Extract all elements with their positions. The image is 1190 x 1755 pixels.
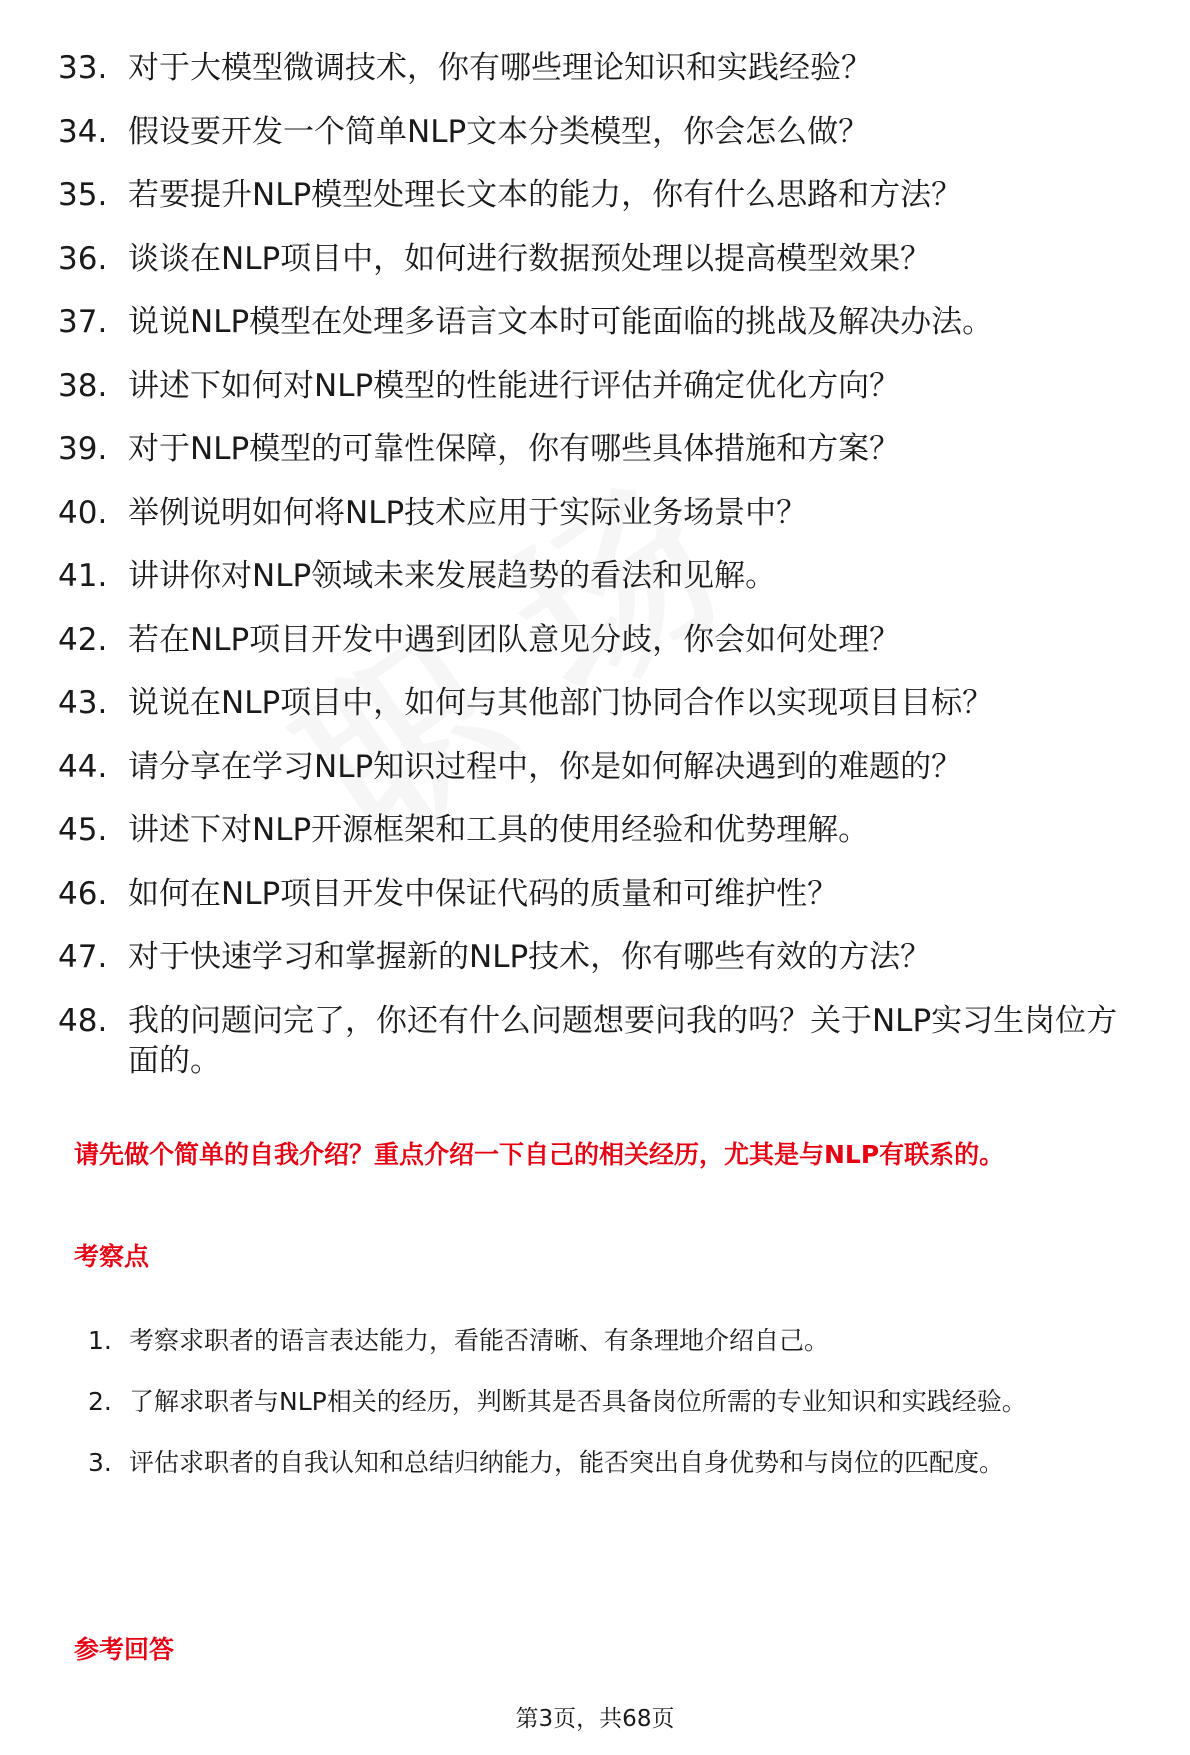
question-text: 若在NLP项目开发中遇到团队意见分歧，你会如何处理？ [128, 621, 901, 658]
question-number: 45. [58, 812, 108, 848]
reference-answer-title: 参考回答 [74, 1635, 175, 1664]
question-text: 请分享在学习NLP知识过程中，你是如何解决遇到的难题的？ [128, 748, 963, 785]
question-item [58, 112, 1148, 152]
question-text: 若要提升NLP模型处理长文本的能力，你有什么思路和方法？ [128, 177, 963, 213]
question-text: 我的问题问完了，你还有什么问题想要问我的吗？关于NLP实习生岗位方面的。 [128, 1002, 1118, 1079]
question-number: 36. [58, 240, 108, 277]
question-text: 对于NLP模型的可靠性保障，你有哪些具体措施和方案？ [128, 431, 901, 467]
question-item [58, 937, 1148, 977]
question-text: 如何在NLP项目开发中保证代码的质量和可维护性？ [128, 875, 839, 912]
question-number: 46. [58, 875, 108, 912]
question-number: 43. [58, 685, 108, 721]
question-text: 对于快速学习和掌握新的NLP技术，你有哪些有效的方法？ [128, 939, 932, 975]
question-number: 35. [58, 177, 108, 213]
question-item [58, 620, 1148, 660]
assessment-point [88, 1432, 1158, 1493]
question-number: 41. [58, 558, 108, 594]
assessment-points-list [88, 1310, 1158, 1493]
question-item [58, 493, 1148, 533]
question-item [58, 239, 1148, 279]
question-item [58, 302, 1148, 342]
question-item [58, 683, 1148, 723]
assessment-section-title: 考察点 [74, 1242, 150, 1271]
question-number: 44. [58, 748, 108, 785]
question-item [58, 556, 1148, 596]
question-number: 40. [58, 494, 108, 531]
question-list [58, 48, 1148, 1081]
question-item [58, 874, 1148, 914]
question-text: 假设要开发一个简单NLP文本分类模型，你会怎么做？ [128, 113, 870, 150]
assessment-point [88, 1310, 1158, 1371]
question-number: 33. [58, 50, 108, 86]
question-number: 42. [58, 621, 108, 658]
point-text: 了解求职者与NLP相关的经历，判断其是否具备岗位所需的专业知识和实践经验。 [129, 1387, 1027, 1416]
question-text: 讲述下如何对NLP模型的性能进行评估并确定优化方向？ [128, 367, 901, 404]
question-item [58, 747, 1148, 787]
question-text: 说说NLP模型在处理多语言文本时可能面临的挑战及解决办法。 [128, 304, 994, 340]
question-number: 37. [58, 304, 108, 340]
point-text: 评估求职者的自我认知和总结归纳能力，能否突出自身优势和与岗位的匹配度。 [129, 1448, 1005, 1477]
question-item [58, 366, 1148, 406]
page-footer: 第3页，共68页 [515, 1706, 675, 1732]
point-number: 2. [88, 1387, 112, 1416]
question-text: 讲讲你对NLP领域未来发展趋势的看法和见解。 [128, 558, 777, 594]
assessment-point [88, 1371, 1158, 1432]
question-number: 39. [58, 431, 108, 467]
point-number: 1. [88, 1326, 112, 1355]
question-number: 48. [58, 1002, 108, 1039]
featured-question-heading: 请先做个简单的自我介绍？重点介绍一下自己的相关经历，尤其是与NLP有联系的。 [74, 1140, 1005, 1169]
question-item [58, 48, 1148, 88]
question-text: 举例说明如何将NLP技术应用于实际业务场景中？ [128, 494, 808, 531]
question-item [58, 175, 1148, 215]
question-item [58, 810, 1148, 850]
question-item [58, 1001, 1148, 1081]
question-text: 对于大模型微调技术，你有哪些理论知识和实践经验？ [128, 50, 872, 86]
question-text: 说说在NLP项目中，如何与其他部门协同合作以实现项目目标？ [128, 685, 994, 721]
point-number: 3. [88, 1448, 112, 1477]
question-number: 47. [58, 939, 108, 975]
question-number: 38. [58, 367, 108, 404]
question-item [58, 429, 1148, 469]
point-text: 考察求职者的语言表达能力，看能否清晰、有条理地介绍自己。 [129, 1326, 830, 1355]
question-text: 谈谈在NLP项目中，如何进行数据预处理以提高模型效果？ [128, 240, 932, 277]
question-text: 讲述下对NLP开源框架和工具的使用经验和优势理解。 [128, 812, 870, 848]
question-number: 34. [58, 113, 108, 150]
